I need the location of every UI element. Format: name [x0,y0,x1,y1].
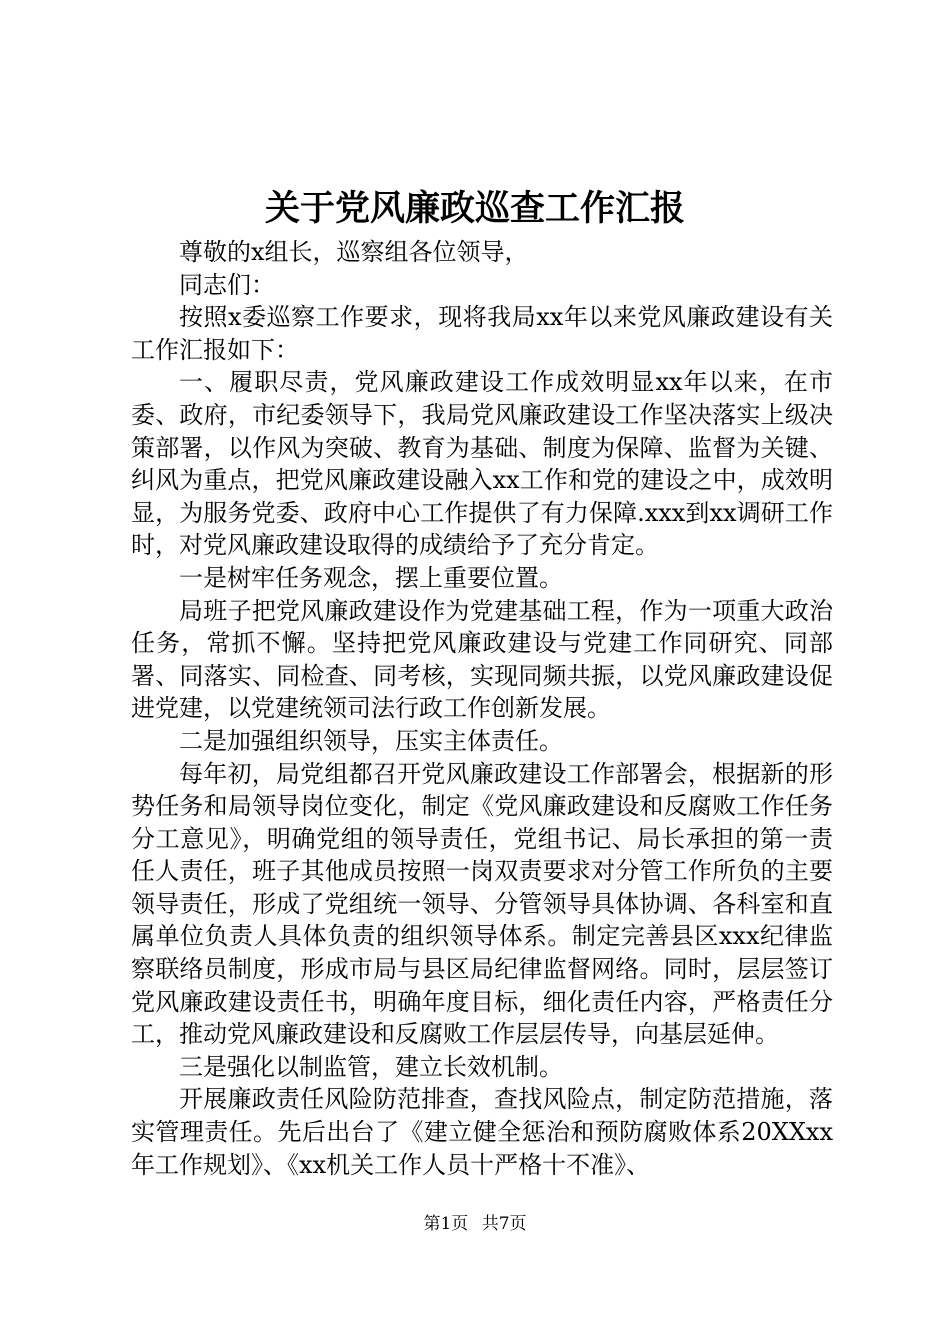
paragraph-section-one: 一、履职尽责，党风廉政建设工作成效明显xx年以来，在市委、政府，市纪委领导下，我局党风廉政建设工作坚决落实上级决策部署，以作风为突破、教育为基础、制度为保障、监督为关键、纠风为重点，把党风廉政建设融入xx工作和党的建设之中，成效明显，为服务党委、政府中心工作提供了有力保障.xxx到xx调研工作时，对党风廉政建设取得的成绩给予了充分肯定。 [131,368,833,560]
paragraph-point-three-body: 开展廉政责任风险防范排查，查找风险点，制定防范措施，落实管理责任。先后出台了《建立健全惩治和预防腐败体系20XXxx年工作规划》、《xx机关工作人员十严格十不准》、 [131,1085,833,1179]
paragraph-salutation: 尊敬的x组长，巡察组各位领导， [179,238,529,266]
page-total: 共7页 [481,1214,527,1234]
paragraph-point-two-body: 每年初，局党组都召开党风廉政建设工作部署会，根据新的形势任务和局领导岗位变化，制定《党风廉政建设和反腐败工作任务分工意见》，明确党组的领导责任，党组书记、局长承担的第一责任人责任，班子其他成员按照一岗双责要求对分管工作所负的主要领导责任，形成了党组统一领导、分管领导具体协调、各科室和直属单位负责人具体负责的组织领导体系。制定完善县区xxx纪律监察联络员制度，形成市局与县区局纪律监督网络。同时，层层签订党风廉政建设责任书，明确年度目标，细化责任内容，严格责任分工，推动党风廉政建设和反腐败工作层层传导，向基层延伸。 [131,759,833,1049]
document-body [131,236,833,1181]
paragraph-point-one-heading: 一是树牢任务观念，摆上重要位置。 [179,563,563,592]
paragraph-intro: 按照x委巡察工作要求，现将我局xx年以来党风廉政建设有关工作汇报如下： [131,303,833,364]
paragraph-point-three-heading: 三是强化以制监管，建立长效机制。 [179,1052,563,1081]
paragraph-point-one-body: 局班子把党风廉政建设作为党建基础工程，作为一项重大政治任务，常抓不懈。坚持把党风廉政建设与党建工作同研究、同部署、同落实、同检查、同考核，实现同频共振，以党风廉政建设促进党建，以党建统领司法行政工作创新发展。 [131,596,833,723]
document-title: 关于党风廉政巡查工作汇报 [264,188,685,229]
page-footer [0,1212,950,1236]
paragraph-point-two-heading: 二是加强组织领导，压实主体责任。 [179,726,563,755]
page-number: 第1页 [423,1214,469,1234]
paragraph-greeting: 同志们： [179,270,275,299]
